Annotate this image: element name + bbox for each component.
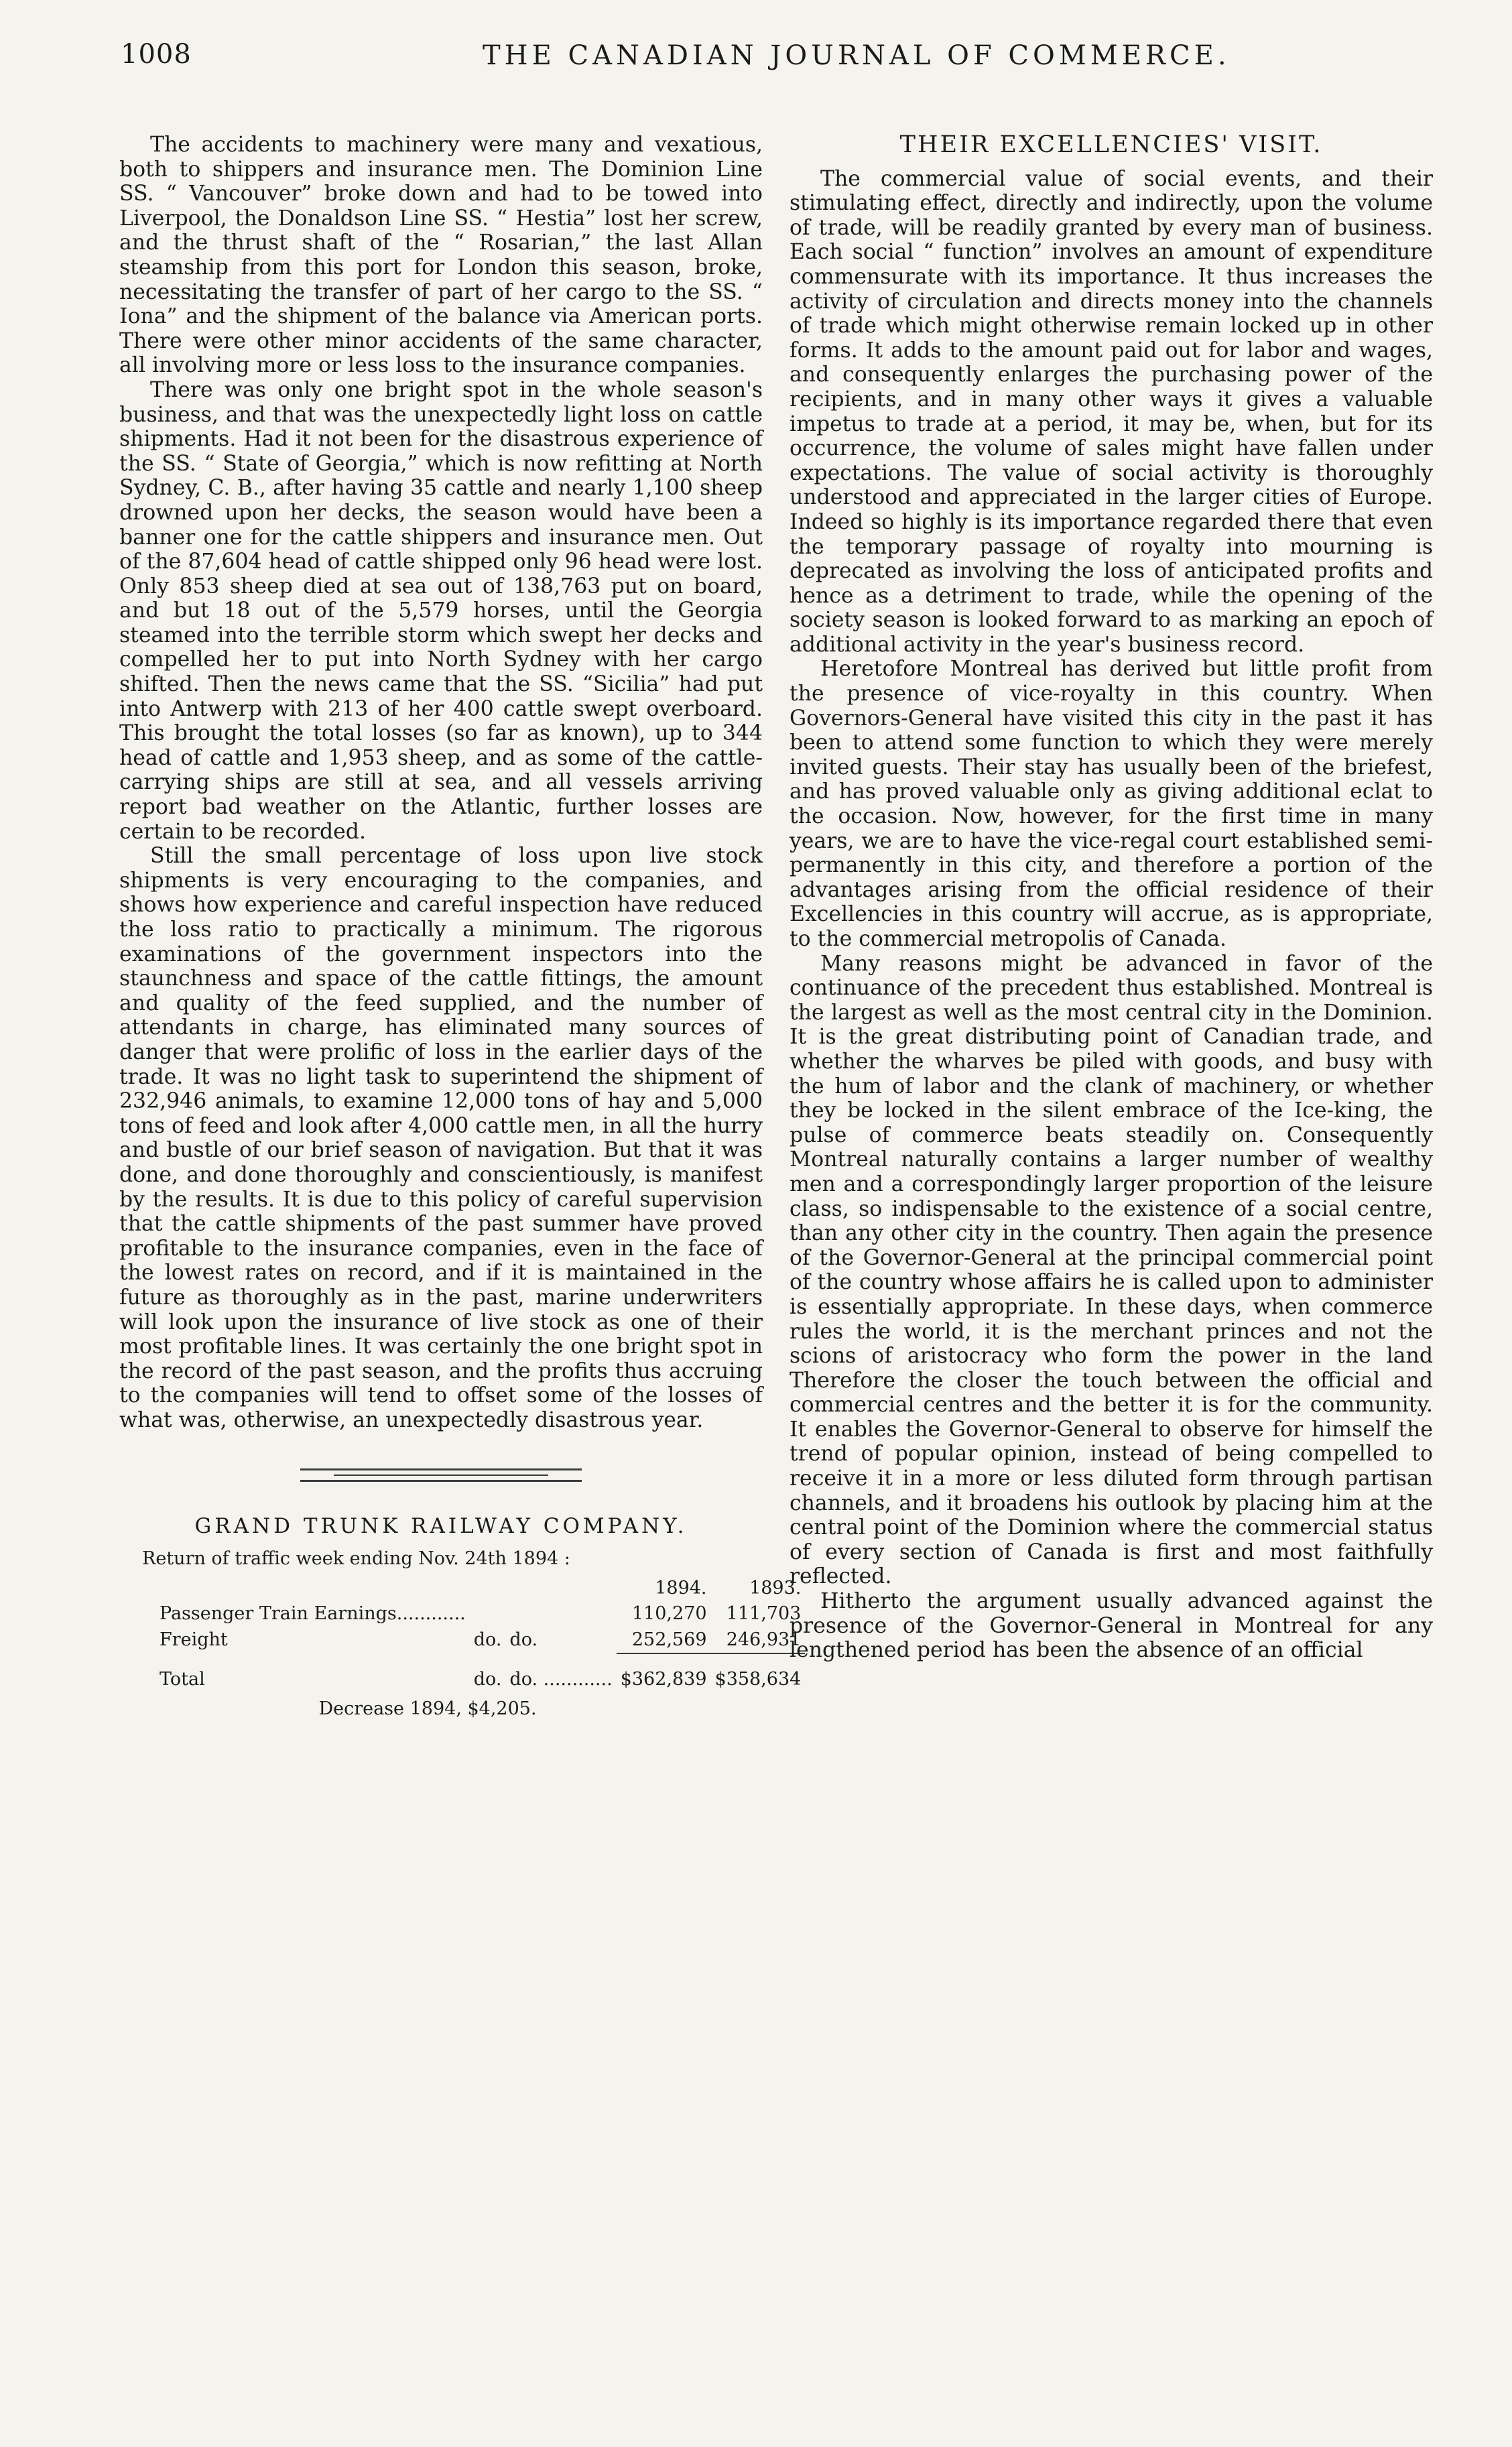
journal-title: THE CANADIAN JOURNAL OF COMMERCE. bbox=[483, 40, 1231, 71]
article-paragraph: Hitherto the argument usually advanced against the presence of the Governor-General in Montreal for any lengthened period has been the absence of an official bbox=[790, 1589, 1433, 1663]
ditto-mark bbox=[470, 1601, 506, 1627]
ditto-mark: do. bbox=[509, 1668, 538, 1690]
left-column bbox=[119, 133, 802, 1722]
decrease-note: Decrease 1894, $4,205. bbox=[318, 1698, 537, 1720]
traffic-subtitle: Return of traffic week ending Nov. 24th 1894 : bbox=[142, 1548, 570, 1570]
total-1894: $362,839 bbox=[620, 1669, 707, 1690]
article-paragraph: The commercial value of social events, and their stimulating effect, directly and indirectly, upon the volume of trade, will be readily granted by every man of business. Each social “ function” involves an amount of expenditure commensurate with its importance. It thus increases the activity of circulation and directs money into the channels of trade which might otherwise remain locked up in other forms. It adds to the amount paid out for labor and wages, and consequently enlarges the purchasing power of the recipients, and in many other ways it gives a valuable impetus to trade at a period, it may be, when, but for its occurrence, the volume of sales might have fallen under expectations. The value of social activity is thoroughly understood and appreciated in the larger cities of Europe. Indeed so highly is its importance regarded there that even the temporary passage of royalty into mourning is deprecated as involving the loss of anticipated profits and hence as a detriment to trade, while the opening of the society season is looked forward to as marking an epoch of additional activity in the year's business record. bbox=[790, 166, 1433, 657]
table-header-row bbox=[155, 1576, 805, 1602]
row-label: Freight bbox=[160, 1629, 228, 1651]
row-label: Passenger Train Earnings............ bbox=[160, 1603, 466, 1625]
article-heading: THEIR EXCELLENCIES' VISIT. bbox=[899, 131, 1323, 158]
section-divider bbox=[300, 1468, 582, 1482]
traffic-title: GRAND TRUNK RAILWAY COMPANY. bbox=[194, 1514, 688, 1539]
article-paragraph: Still the small percentage of loss upon live stock shipments is very encouraging to the companies, and shows how experience and careful inspection have reduced the loss ratio to practically a minimum. The rigorous examinations of the government inspectors into the staunchness and space of the cattle fittings, the amount and quality of the feed supplied, and the number of attendants in charge, has eliminated many sources of danger that were prolific of loss in the earlier days of the trade. It was no light task to superintend the shipment of 232,946 animals, to examine 12,000 tons of hay and 5,000 tons of feed and look after 4,000 cattle men, in all the hurry and bustle of our brief season of navigation. But that it was done, and done thoroughly and conscientiously, is manifest by the results. It is due to this policy of careful supervision that the cattle shipments of the past summer have proved profitable to the insurance companies, even in the face of the lowest rates on record, and if it is maintained in the future as thoroughly as in the past, marine underwriters will look upon the insurance of live stock as one of their most profitable lines. It was certainly the one bright spot in the record of the past season, and the profits thus accruing to the companies will tend to offset some of the losses of what was, otherwise, an unexpectedly disastrous year. bbox=[119, 844, 763, 1432]
ditto-mark: do. bbox=[473, 1629, 502, 1651]
article-paragraph: Many reasons might be advanced in favor of the continuance of the precedent thus established. Montreal is the largest as well as the most central city in the Dominion. It is the great distributing point of Canadian trade, and whether the wharves be piled with goods, and busy with the hum of labor and the clank of machinery, or whether they be locked in the silent embrace of the Ice-king, the pulse of commerce beats steadily on. Consequently Montreal naturally contains a larger number of wealthy men and a correspondingly larger proportion of the leisure class, so indispensable to the existence of a social centre, than any other city in the country. Then again the presence of the Governor-General at the principal commercial point of the country whose affairs he is called upon to administer is essentially appropriate. In these days, when commerce rules the world, it is the merchant princes and not the scions of aristocracy who form the power in the land Therefore the closer the touch between the official and commercial centres and the better it is for the community. It enables the Governor-General to observe for himself the trend of popular opinion, instead of being compelled to receive it in a more or less diluted form through partisan channels, and it broadens his outlook by placing him at the central point of the Dominion where the commercial status of every section of Canada is first and most faithfully reflected. bbox=[790, 951, 1433, 1589]
traffic-table bbox=[155, 1576, 805, 1693]
ditto-mark bbox=[505, 1601, 616, 1627]
table-row bbox=[155, 1627, 805, 1654]
table-row bbox=[155, 1601, 805, 1627]
ditto-mark: do. bbox=[473, 1668, 502, 1690]
total-1893: $358,634 bbox=[714, 1669, 802, 1690]
page-number: 1008 bbox=[121, 39, 192, 70]
article-paragraph: Heretofore Montreal has derived but little profit from the presence of vice-royalty in this country. When Governors-General have visited this city in the past it has been to attend some function to which they were merely invited guests. Their stay has usually been of the briefest, and has proved valuable only as giving additional eclat to the occasion. Now, however, for the first time in many years, we are to have the vice-regal court established semi-permanently in this city, and therefore a portion of the advantages arising from the official residence of their Excellencies in this country will accrue, as is appropriate, to the commercial metropolis of Canada. bbox=[790, 657, 1433, 951]
article-paragraph: There was only one bright spot in the whole season's business, and that was the unexpectedly light loss on cattle shipments. Had it not been for the disastrous experience of the SS. “ State of Georgia,” which is now refitting at North Sydney, C. B., after having 35 cattle and nearly 1,100 sheep drowned upon her decks, the season would have been a banner one for the cattle shippers and insurance men. Out of the 87,604 head of cattle shipped only 96 head were lost. Only 853 sheep died at sea out of 138,763 put on board, and but 18 out of the 5,579 horses, until the Georgia steamed into the terrible storm which swept her decks and compelled her to put into North Sydney with her cargo shifted. Then the news came that the SS. “Sicilia” had put into Antwerp with 213 of her 400 cattle swept overboard. This brought the total losses (so far as known), up to 344 head of cattle and 1,953 sheep, and as some of the cattle-carrying ships are still at sea, and all vessels arriving report bad weather on the Atlantic, further losses are certain to be recorded. bbox=[119, 377, 763, 844]
right-column bbox=[790, 133, 1433, 1663]
dot-leader: ............ bbox=[543, 1668, 613, 1690]
value-1894: 110,270 bbox=[631, 1603, 707, 1625]
ditto-mark-with-leader bbox=[505, 1653, 616, 1693]
table-total-row bbox=[155, 1653, 805, 1693]
value-1893: 111,703 bbox=[726, 1603, 802, 1625]
row-label: Total bbox=[160, 1668, 205, 1690]
value-1894: 252,569 bbox=[617, 1627, 711, 1654]
article-paragraph: The accidents to machinery were many and vexatious, both to shippers and insurance men. The Dominion Line SS. “ Vancouver” broke down and had to be towed into Liverpool, the Donaldson Line SS. “ Hestia” lost her screw, and the thrust shaft of the “ Rosarian,” the last Allan steamship from this port for London this season, broke, necessitating the transfer of part of her cargo to the SS. “ Iona” and the shipment of the balance via American ports. There were other minor accidents of the same character, all involving more or less loss to the insurance companies. bbox=[119, 133, 763, 378]
value-1893: 246,931 bbox=[711, 1627, 806, 1654]
year-header: 1893. bbox=[749, 1577, 802, 1598]
ditto-mark: do. bbox=[509, 1629, 538, 1651]
year-header: 1894. bbox=[655, 1577, 707, 1598]
page-header bbox=[121, 39, 1407, 92]
